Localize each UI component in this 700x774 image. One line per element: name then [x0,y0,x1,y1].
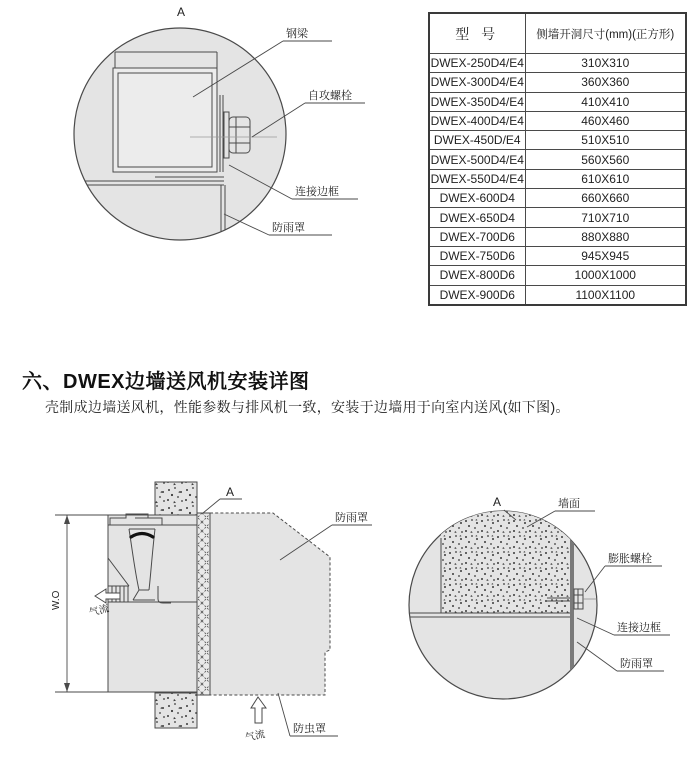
label-rain-cover: 防雨罩 [335,512,368,524]
install-marker-a: A [225,485,235,499]
size-cell: 410X410 [525,92,686,111]
model-cell: DWEX-550D4/E4 [429,169,525,188]
size-cell: 660X660 [525,189,686,208]
size-cell: 880X880 [525,227,686,246]
detail-marker-a: A [492,495,502,509]
size-cell: 610X610 [525,169,686,188]
dim-arrow-down [64,683,70,692]
fan-housing [108,515,197,692]
dimension-lines [55,515,108,692]
label-airflow-out: 气流 [88,603,111,619]
section-body: 壳制成边墙送风机，性能参数与排风机一致，安装于边墙用于向室内送风(如下图)。 [45,399,570,415]
install-diagram [40,450,372,774]
table-row [429,208,686,227]
model-cell: DWEX-900D6 [429,285,525,305]
model-cell: DWEX-800D6 [429,266,525,285]
table-row [429,189,686,208]
spec-table [428,12,687,306]
label-self-tapping-bolt: 自攻螺栓 [308,90,352,102]
model-cell: DWEX-250D4/E4 [429,54,525,73]
wall-surface-area [441,500,571,613]
table-row [429,266,686,285]
label-connecting-frame: 连接边框 [295,186,339,198]
col-header-opening-size: 侧墙开洞尺寸(mm)(正方形) [525,13,686,54]
model-cell: DWEX-600D4 [429,189,525,208]
airflow-up-arrow-icon [251,697,266,723]
size-cell: 1000X1000 [525,266,686,285]
detail-marker-a: A [176,5,186,19]
table-row [429,227,686,246]
model-cell: DWEX-400D4/E4 [429,111,525,130]
frame-strip [570,530,574,675]
wall-section-bottom [155,693,197,728]
label-airflow-in: 气流 [244,729,267,744]
label-rain-cover: 防雨罩 [620,658,653,670]
label-wall-opening: W.O [51,590,62,610]
table-row [429,150,686,169]
table-row [429,111,686,130]
section-heading: 六、DWEX边墙送风机安装详图 [22,371,310,393]
label-expansion-bolt: 膨胀螺栓 [608,553,652,565]
table-row [429,169,686,188]
model-cell: DWEX-450D/E4 [429,131,525,150]
model-cell: DWEX-650D4 [429,208,525,227]
size-cell: 510X510 [525,131,686,150]
table-row [429,285,686,305]
dim-arrow-up [64,515,70,524]
table-row [429,73,686,92]
label-connecting-frame: 连接边框 [617,622,661,634]
model-cell: DWEX-350D4/E4 [429,92,525,111]
model-cell: DWEX-750D6 [429,246,525,265]
size-cell: 560X560 [525,150,686,169]
table-row [429,246,686,265]
size-cell: 1100X1100 [525,285,686,305]
table-row [429,131,686,150]
col-header-model: 型 号 [429,13,525,54]
label-rain-cover: 防雨罩 [272,222,305,234]
size-cell: 360X360 [525,73,686,92]
size-cell: 710X710 [525,208,686,227]
steel-beam-outline [113,68,217,172]
size-cell: 945X945 [525,246,686,265]
model-cell: DWEX-700D6 [429,227,525,246]
table-row [429,54,686,73]
size-cell: 460X460 [525,111,686,130]
label-insect-screen: 防虫罩 [293,723,326,735]
label-wall-surface: 墙面 [558,498,580,510]
detail-diagram-top [40,0,370,265]
rain-cover-shape [210,513,330,695]
wall-section-top [155,482,197,515]
model-cell: DWEX-500D4/E4 [429,150,525,169]
table-row [429,92,686,111]
table-header-row [429,13,686,54]
detail-diagram-bottom [400,470,700,732]
label-steel-beam: 钢梁 [286,28,308,40]
size-cell: 310X310 [525,54,686,73]
connecting-frame-strip [197,513,210,695]
model-cell: DWEX-300D4/E4 [429,73,525,92]
